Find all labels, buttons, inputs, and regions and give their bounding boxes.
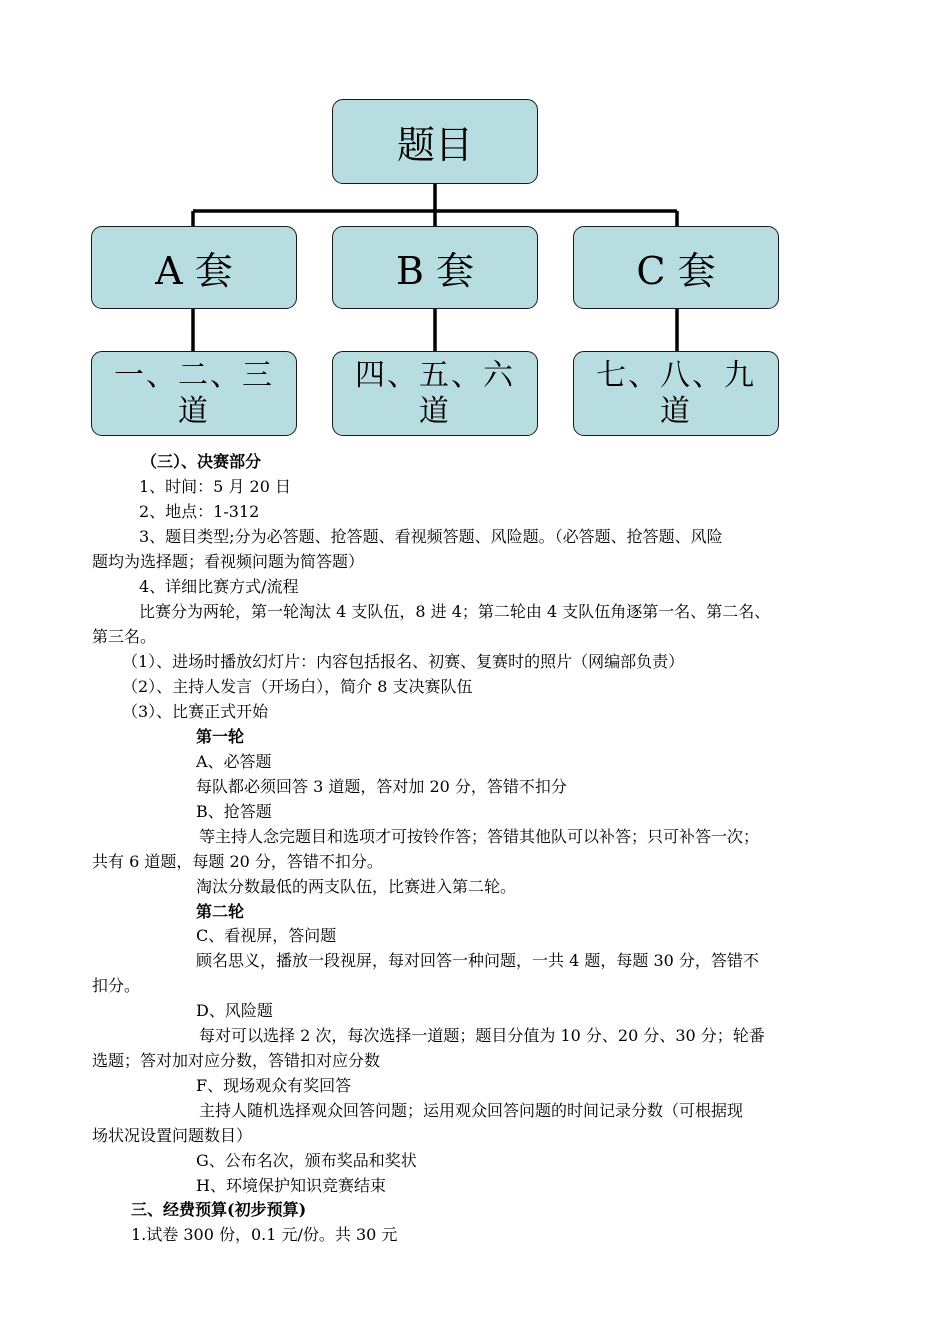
- round-1-heading: 第一轮: [196, 727, 245, 746]
- budget-item-1: 1.试卷 300 份，0.1 元/份。共 30 元: [131, 1225, 398, 1244]
- place-line: 2、地点：1-312: [139, 502, 260, 521]
- final-section-heading: （三）、决赛部分: [141, 452, 262, 471]
- overview-line-1: 比赛分为两轮，第一轮淘汰 4 支队伍，8 进 4；第二轮由 4 支队伍角逐第一名、第二名、: [139, 602, 771, 621]
- section-c-title: C、看视屏，答问题: [196, 926, 337, 945]
- question-type-line-1: 3、题目类型;分为必答题、抢答题、看视频答题、风险题。（必答题、抢答题、风险: [139, 527, 723, 546]
- section-d-title: D、风险题: [196, 1001, 273, 1020]
- set-a-chapters-node: [91, 351, 297, 436]
- section-b-desc-2: 共有 6 道题，每题 20 分，答错不扣分。: [92, 852, 383, 871]
- root-label: 题目: [396, 123, 473, 167]
- topic-org-chart: [0, 0, 950, 445]
- section-h-item: H、环境保护知识竞赛结束: [196, 1176, 386, 1195]
- section-f-title: F、现场观众有奖回答: [196, 1076, 352, 1095]
- set-a-node: [91, 226, 297, 309]
- set-a-label: A 套: [155, 249, 233, 293]
- step-1: （1）、进场时播放幻灯片：内容包括报名、初赛、复赛时的照片（网编部负责）: [122, 652, 685, 671]
- section-c-desc-2: 扣分。: [92, 976, 141, 995]
- section-a-desc: 每队都必须回答 3 道题，答对加 20 分，答错不扣分: [196, 777, 567, 796]
- section-b-desc-1: 等主持人念完题目和选项才可按铃作答；答错其他队可以补答；只可补答一次；: [199, 827, 760, 846]
- set-c-node: [573, 226, 779, 309]
- set-a-chapters: 一、二、三道: [114, 357, 274, 429]
- root-node: [332, 99, 538, 184]
- section-c-desc-1: 顾名思义，播放一段视屏，每对回答一种问题，一共 4 题，每题 30 分，答错不: [196, 951, 759, 970]
- overview-line-2: 第三名。: [92, 627, 157, 646]
- set-b-label: B 套: [395, 249, 474, 293]
- section-a-title: A、必答题: [196, 752, 272, 771]
- set-b-chapters-node: [332, 351, 538, 436]
- format-heading: 4、详细比赛方式/流程: [139, 577, 299, 596]
- round-2-heading: 第二轮: [196, 902, 245, 921]
- set-c-chapters-node: [573, 351, 779, 436]
- set-c-chapters: 七、八、九道: [596, 357, 756, 429]
- set-b-node: [332, 226, 538, 309]
- budget-heading: 三、经费预算(初步预算): [131, 1200, 307, 1219]
- section-d-desc-1: 每对可以选择 2 次，每次选择一道题；题目分值为 10 分、20 分、30 分；轮番: [199, 1026, 765, 1045]
- section-b-title: B、抢答题: [196, 802, 272, 821]
- section-d-desc-2: 选题；答对加对应分数，答错扣对应分数: [92, 1051, 381, 1070]
- section-f-desc-1: 主持人随机选择观众回答问题；运用观众回答问题的时间记录分数（可根据现: [199, 1101, 744, 1120]
- section-f-desc-2: 场状况设置问题数目）: [92, 1126, 253, 1145]
- step-2: （2）、主持人发言（开场白），简介 8 支决赛队伍: [122, 677, 473, 696]
- set-c-label: C 套: [636, 249, 716, 293]
- section-g-item: G、公布名次，颁布奖品和奖状: [196, 1151, 417, 1170]
- step-3: （3）、比赛正式开始: [122, 702, 269, 721]
- elimination-note: 淘汰分数最低的两支队伍，比赛进入第二轮。: [196, 877, 517, 896]
- time-line: 1、时间：5 月 20 日: [139, 477, 291, 496]
- question-type-line-2: 题均为选择题；看视频问题为简答题）: [92, 552, 365, 571]
- set-b-chapters: 四、五、六道: [355, 357, 515, 429]
